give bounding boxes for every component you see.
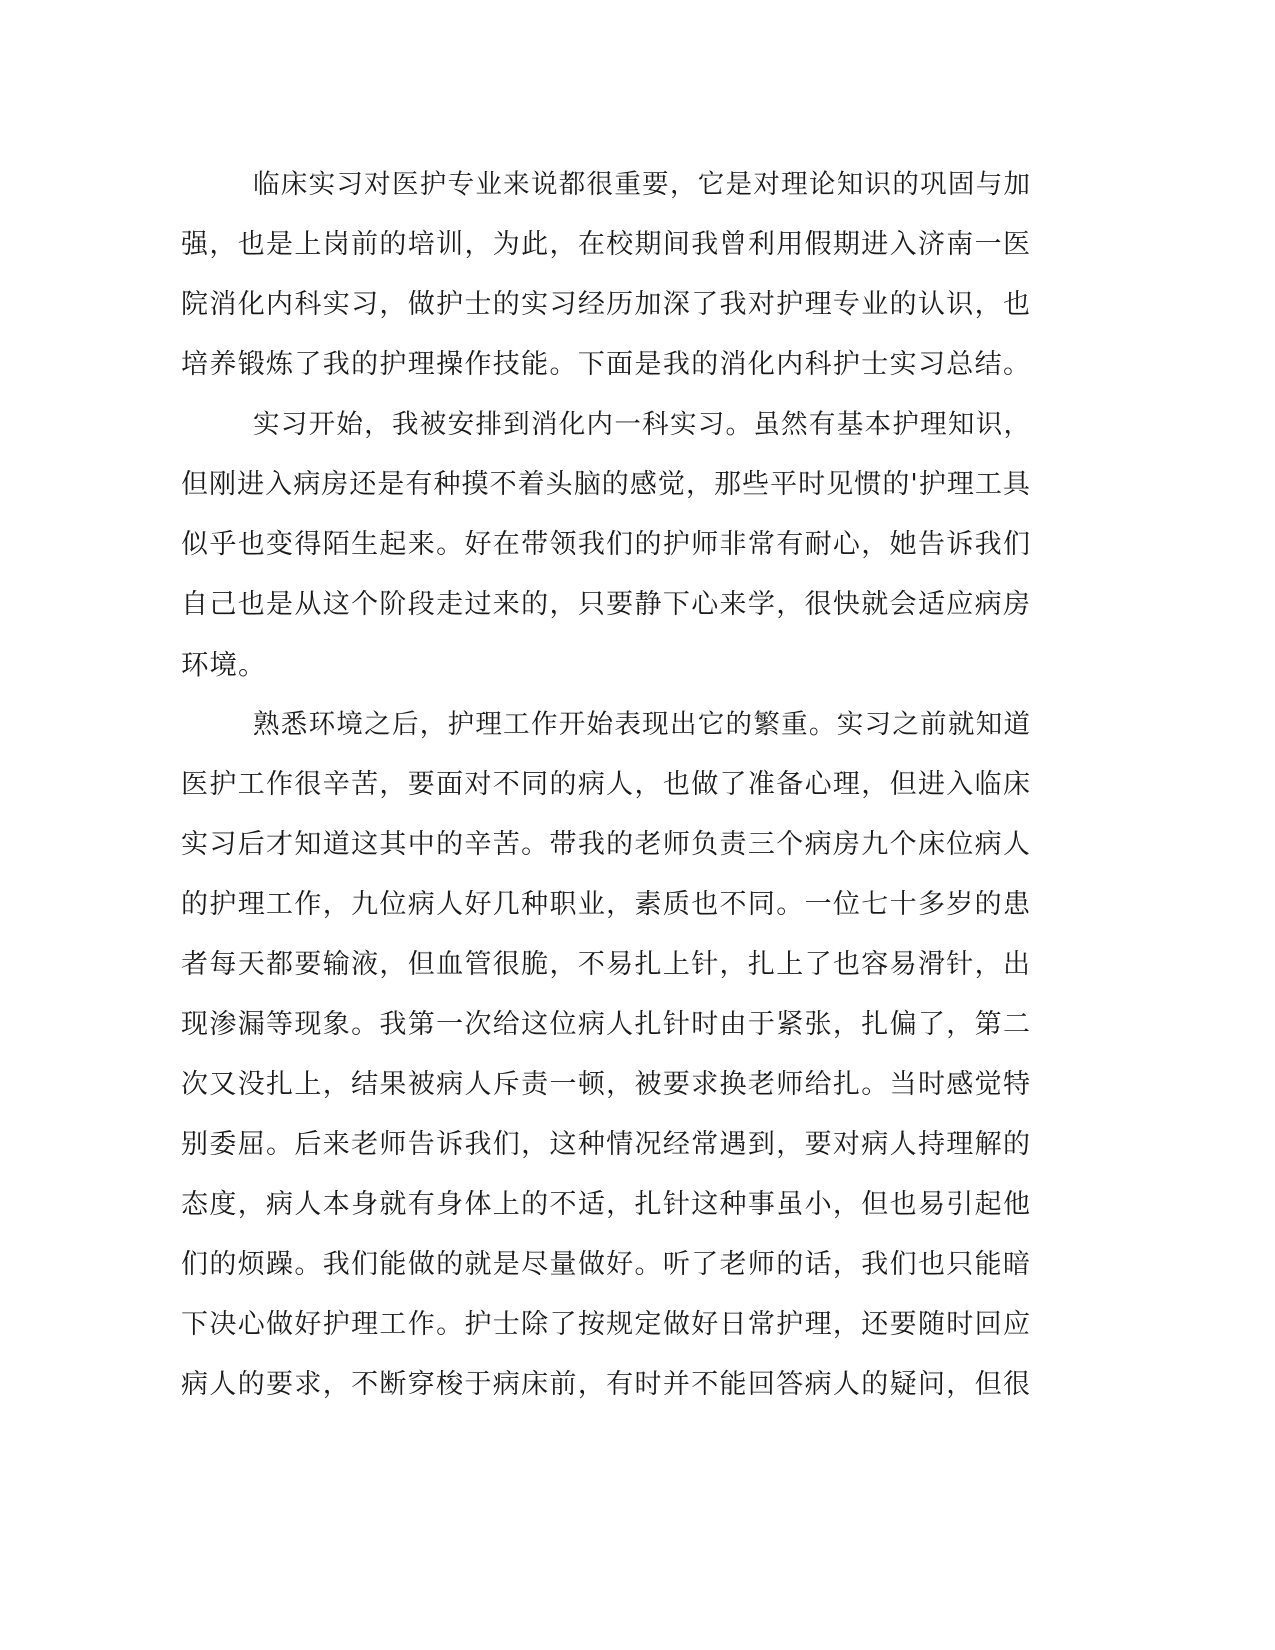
text-line: 实习开始，我被安排到消化内一科实习。虽然有基本护理知识， bbox=[253, 409, 1031, 440]
text-line: 者每天都要输液，但血管很脆，不易扎上针，扎上了也容易滑针，出 bbox=[181, 949, 1031, 980]
text-line: 临床实习对医护专业来说都很重要，它是对理论知识的巩固与加 bbox=[253, 169, 1031, 200]
text-line: 态度，病人本身就有身体上的不适，扎针这种事虽小，但也易引起他 bbox=[181, 1189, 1031, 1220]
text-line: 强，也是上岗前的培训，为此，在校期间我曾利用假期进入济南一医 bbox=[181, 229, 1031, 260]
text-line: 似乎也变得陌生起来。好在带领我们的护师非常有耐心，她告诉我们 bbox=[181, 529, 1031, 560]
text-line: 次又没扎上，结果被病人斥责一顿，被要求换老师给扎。当时感觉特 bbox=[181, 1069, 1031, 1100]
text-line: 环境。 bbox=[181, 649, 267, 681]
text-line: 病人的要求，不断穿梭于病床前，有时并不能回答病人的疑问，但很 bbox=[181, 1369, 1031, 1400]
text-line: 但刚进入病房还是有种摸不着头脑的感觉，那些平时见惯的'护理工具 bbox=[181, 469, 1031, 500]
text-line: 院消化内科实习，做护士的实习经历加深了我对护理专业的认识，也 bbox=[181, 289, 1031, 320]
text-line: 们的烦躁。我们能做的就是尽量做好。听了老师的话，我们也只能暗 bbox=[181, 1249, 1031, 1280]
text-line: 医护工作很辛苦，要面对不同的病人，也做了准备心理，但进入临床 bbox=[181, 769, 1031, 800]
text-line: 的护理工作，九位病人好几种职业，素质也不同。一位七十多岁的患 bbox=[181, 889, 1031, 920]
text-line: 实习后才知道这其中的辛苦。带我的老师负责三个病房九个床位病人 bbox=[181, 829, 1031, 860]
text-line: 培养锻炼了我的护理操作技能。下面是我的消化内科护士实习总结。 bbox=[181, 349, 1031, 380]
text-line: 下决心做好护理工作。护士除了按规定做好日常护理，还要随时回应 bbox=[181, 1309, 1031, 1340]
text-line: 别委屈。后来老师告诉我们，这种情况经常遇到，要对病人持理解的 bbox=[181, 1129, 1031, 1160]
body-text bbox=[181, 155, 1031, 1415]
text-line: 现渗漏等现象。我第一次给这位病人扎针时由于紧张，扎偏了，第二 bbox=[181, 1009, 1031, 1040]
text-line: 自己也是从这个阶段走过来的，只要静下心来学，很快就会适应病房 bbox=[181, 589, 1031, 620]
text-line: 熟悉环境之后，护理工作开始表现出它的繁重。实习之前就知道 bbox=[253, 709, 1031, 740]
